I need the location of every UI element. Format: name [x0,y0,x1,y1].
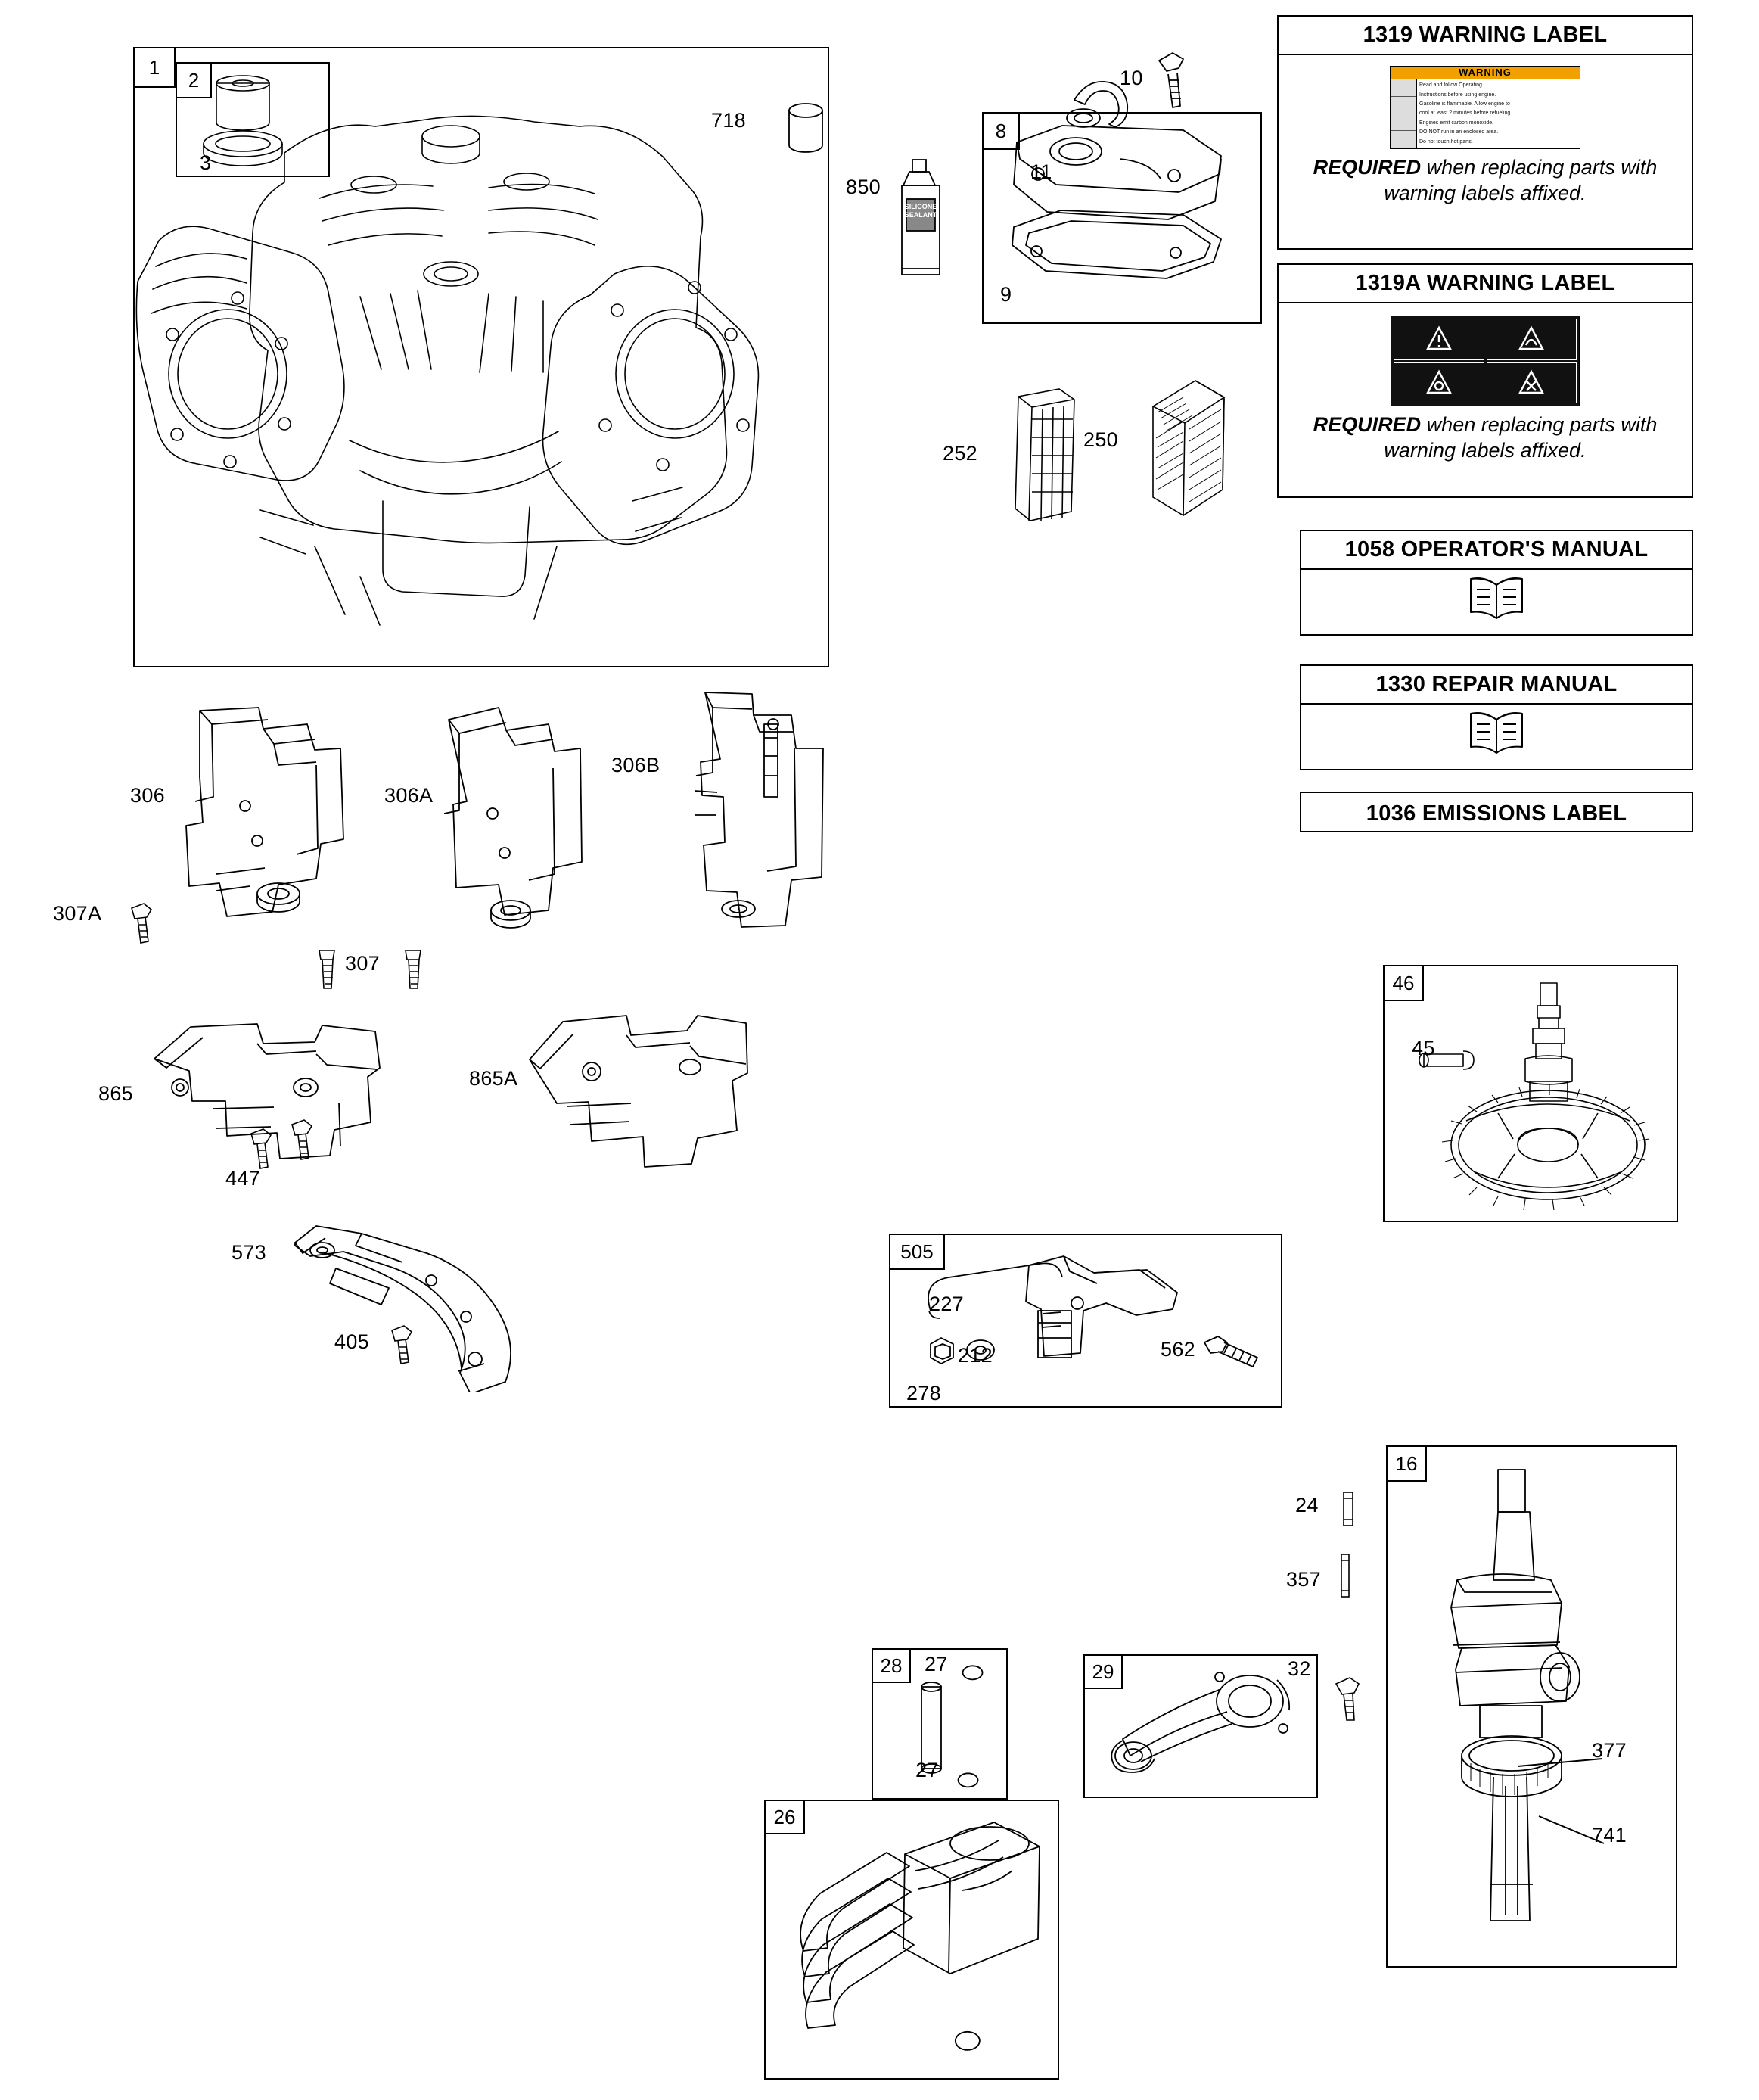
callout-27-bottom-text: 27 [915,1759,939,1781]
callout-28: 28 [880,1654,903,1677]
panel-repair-manual [1300,664,1693,770]
panel-1319-note-rest: when replacing parts with warning labels affixed. [1384,156,1658,204]
manual-book-icon [1464,574,1529,624]
panel-1319a-warning-label [1277,263,1693,498]
panel-1319-warning-label [1277,15,1693,250]
part-718-drawing [779,98,832,159]
panel-operators-manual-body [1301,570,1692,633]
cylinder-block-drawing [133,47,829,667]
callout-1: 1 [148,56,160,79]
warning-decal-graphic [1390,66,1580,149]
callout-252-text: 252 [943,442,977,465]
callout-741-text: 741 [1592,1824,1627,1846]
panel-1319-note [1285,149,1686,214]
callout-865a-text: 865A [469,1067,518,1090]
sealant-line-2: SEALANT [904,211,937,219]
key-357-drawing [1336,1551,1354,1600]
part-250-drawing [1142,375,1233,526]
callout-865-text: 865 [98,1082,133,1105]
decal-text-lines [1417,79,1580,148]
decal-rows [1391,79,1580,148]
screw-32-drawing [1332,1676,1362,1725]
callout-16: 16 [1395,1452,1418,1475]
callout-32-text: 32 [1288,1657,1311,1680]
callout-278-text: 212 [958,1344,993,1367]
callout-306-text: 306 [130,784,165,807]
panel-1319a-body [1279,303,1692,481]
sealant-line-1: SILICONE [904,203,937,210]
panel-1319-body [1279,55,1692,223]
screw-307-drawing [401,946,427,993]
callout-405-text: 405 [334,1330,369,1353]
callout-306b-text: 306B [611,754,660,776]
panel-1319a-title: 1319A WARNING LABEL [1279,265,1692,303]
callout-307-text: 307 [345,952,380,975]
shield-306a-drawing [427,700,594,950]
piston-drawing [772,1806,1055,2077]
key-24-drawing [1339,1489,1357,1529]
callout-25: 26 [773,1806,796,1828]
crankshaft-drawing [1392,1461,1672,1960]
panel-repair-manual-title: 1330 REPAIR MANUAL [1301,666,1692,705]
callout-45-text: 45 [1412,1037,1435,1059]
callout-307a-text: 307A [53,902,102,925]
callout-250-text: 250 [1083,428,1118,451]
shield-306-drawing [172,700,377,950]
decal-icon-exhaust [1391,114,1416,132]
callout-9-text: 9 [1000,283,1012,306]
decal-line-1: Read and follow Operating [1419,82,1482,89]
panel-repair-manual-body [1301,705,1692,768]
sealant-tube-drawing [894,155,947,284]
panel-operators-manual-title: 1058 OPERATOR'S MANUAL [1301,531,1692,570]
callout-562-text: 562 [1161,1338,1195,1361]
panel-emissions-title: 1036 EMISSIONS LABEL [1366,801,1627,826]
callout-27-top-text: 27 [925,1653,948,1675]
decal-icon-read [1391,79,1416,97]
callout-505-text: 278 [906,1382,941,1405]
panel-1319a-note [1285,406,1686,471]
camshaft-drawing [1392,972,1672,1222]
leader-lines-crank [1513,1733,1649,1877]
screw-405-drawing [389,1324,415,1368]
callout-2: 2 [188,69,200,92]
callout-10-text: 10 [1120,67,1143,89]
callout-29: 29 [1092,1660,1114,1683]
callout-227: 505 [900,1240,934,1263]
decal2-icon-2 [1487,319,1577,360]
decal-warning-header: WARNING [1391,67,1580,79]
callout-24-text: 24 [1295,1494,1319,1517]
part-252-drawing [1006,386,1082,530]
repair-manual-book-icon [1464,709,1529,759]
callout-447-text: 447 [225,1167,260,1190]
panel-1319a-note-required: REQUIRED [1313,413,1422,436]
decal-icon-column [1391,79,1417,148]
decal-icon-fuel [1391,97,1416,114]
decal2-icon-3 [1394,362,1484,404]
screw-307-b-drawing [315,946,340,993]
callout-850-text: 850 [846,176,881,198]
callout-46: 46 [1392,972,1415,994]
callout-212-text: 227 [929,1293,964,1315]
callout-377-text: 377 [1592,1739,1627,1762]
decal-line-5: Engines emit carbon monoxide, [1419,120,1494,126]
panel-1319-title: 1319 WARNING LABEL [1279,17,1692,55]
panel-1319-note-required: REQUIRED [1313,156,1422,179]
callout-11-text: 11 [1030,160,1052,183]
decal-line-2: Instructions before using engine. [1419,92,1496,98]
callout-8: 8 [995,120,1007,142]
decal2-icon-4 [1487,362,1577,404]
connecting-rod-drawing [1089,1662,1316,1798]
decal-line-7: Do not touch hot parts. [1419,138,1473,145]
shield-865a-drawing [514,1006,757,1181]
panel-operators-manual [1300,530,1693,636]
screw-307a-drawing [127,902,157,946]
callout-3-text: 3 [200,151,212,174]
panel-1319a-note-rest: when replacing parts with warning labels affixed. [1384,413,1658,462]
decal-icon-hot [1391,131,1416,148]
decal-line-6: DO NOT run in an enclosed area. [1419,129,1499,135]
screw-447-a-drawing [248,1128,274,1173]
screw-447-b-drawing [289,1118,315,1164]
decal-line-3: Gasoline is flammable. Allow engine to [1419,101,1510,107]
callout-573-text: 573 [232,1241,266,1264]
callout-357-text: 357 [1286,1568,1321,1591]
governor-assembly-drawing [900,1238,1279,1405]
shield-306b-drawing [666,685,832,950]
panel-emissions-label [1300,792,1693,832]
decal-line-4: cool at least 2 minutes before refueling. [1419,110,1512,117]
decal2-icon-1 [1394,319,1484,360]
callout-306a-text: 306A [384,784,434,807]
sealant-tube-text [902,203,940,219]
callout-718-text: 718 [711,109,746,132]
warning-decal2-graphic [1391,316,1580,406]
